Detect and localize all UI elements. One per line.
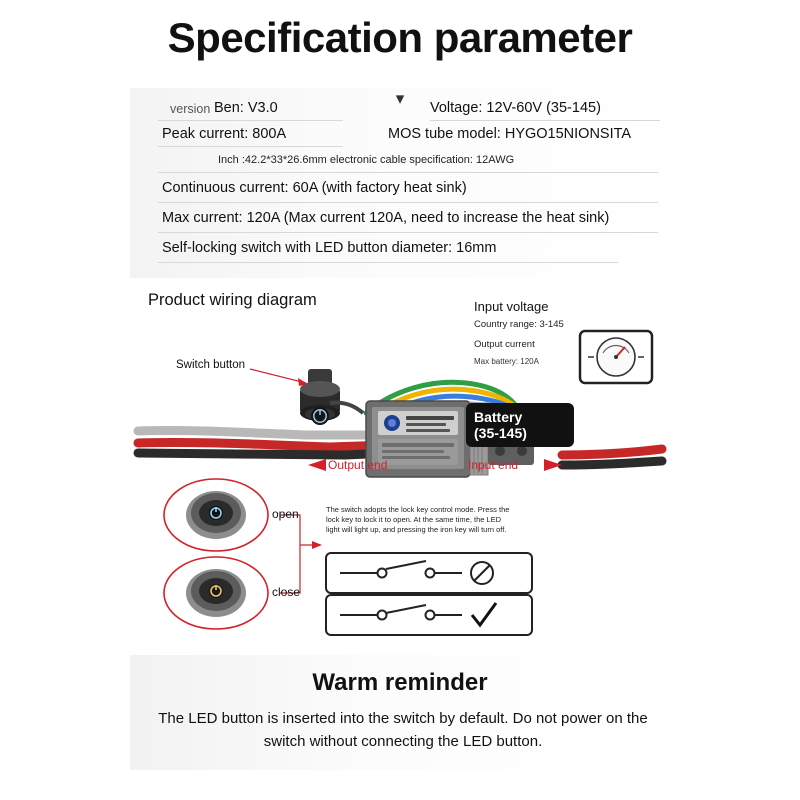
diagram-title: Product wiring diagram <box>148 291 317 309</box>
battery-label-line2: (35-145) <box>474 425 527 442</box>
warm-reminder-block <box>130 655 670 770</box>
spec-continuous-current: Continuous current: 60A (with factory heat sink) <box>162 180 467 196</box>
spec-mos-tube: MOS tube model: HYGO15NIONSITA <box>388 126 632 142</box>
warm-reminder-text: The LED button is inserted into the switch by default. Do not power on the switch without connecting the LED button. <box>158 710 648 751</box>
divider <box>158 202 658 203</box>
open-label: open <box>272 507 299 521</box>
divider <box>158 120 343 121</box>
spec-version-label: version <box>170 102 211 116</box>
battery-label-line1: Battery <box>474 409 523 425</box>
spec-switch-line: Self-locking switch with LED button diameter: 16mm <box>162 240 497 256</box>
divider <box>158 172 658 173</box>
switch-mode-note: The switch adopts the lock key control mode. Press the lock key to lock it to open. At the same time, the LED light will light up, and pressing the iron key will turn off. <box>326 505 510 535</box>
max-battery-label: Max battery: 120A <box>474 357 539 366</box>
wiring-diagram-section <box>130 283 670 653</box>
output-end-label: Output end <box>328 458 388 472</box>
spec-max-current: Max current: 120A (Max current 120A, need to increase the heat sink) <box>162 210 610 226</box>
spec-version-value: Ben: V3.0 <box>214 100 278 116</box>
warm-reminder-title: Warm reminder <box>312 669 488 696</box>
specification-block <box>130 88 670 278</box>
switch-button-label: Switch button <box>176 359 246 371</box>
country-range-label: Country range: 3-145 <box>474 319 564 330</box>
battery-box <box>466 403 574 447</box>
output-current-label: Output current <box>474 339 535 350</box>
input-voltage-title: Input voltage <box>474 299 549 314</box>
input-end-label: Input end <box>468 458 519 472</box>
close-label: close <box>272 585 301 599</box>
spec-inch-line: Inch :42.2*33*26.6mm electronic cable specification: 12AWG <box>218 154 515 166</box>
divider <box>158 262 618 263</box>
divider <box>158 232 658 233</box>
spec-voltage: Voltage: 12V-60V (35-145) <box>430 100 601 116</box>
page-title: Specification parameter <box>167 14 633 61</box>
spec-peak-current: Peak current: 800A <box>162 126 287 142</box>
wiring-diagram-graphic <box>130 283 670 653</box>
divider <box>430 120 660 121</box>
chevron-down-icon: ▾ <box>395 89 405 108</box>
divider <box>158 146 343 147</box>
